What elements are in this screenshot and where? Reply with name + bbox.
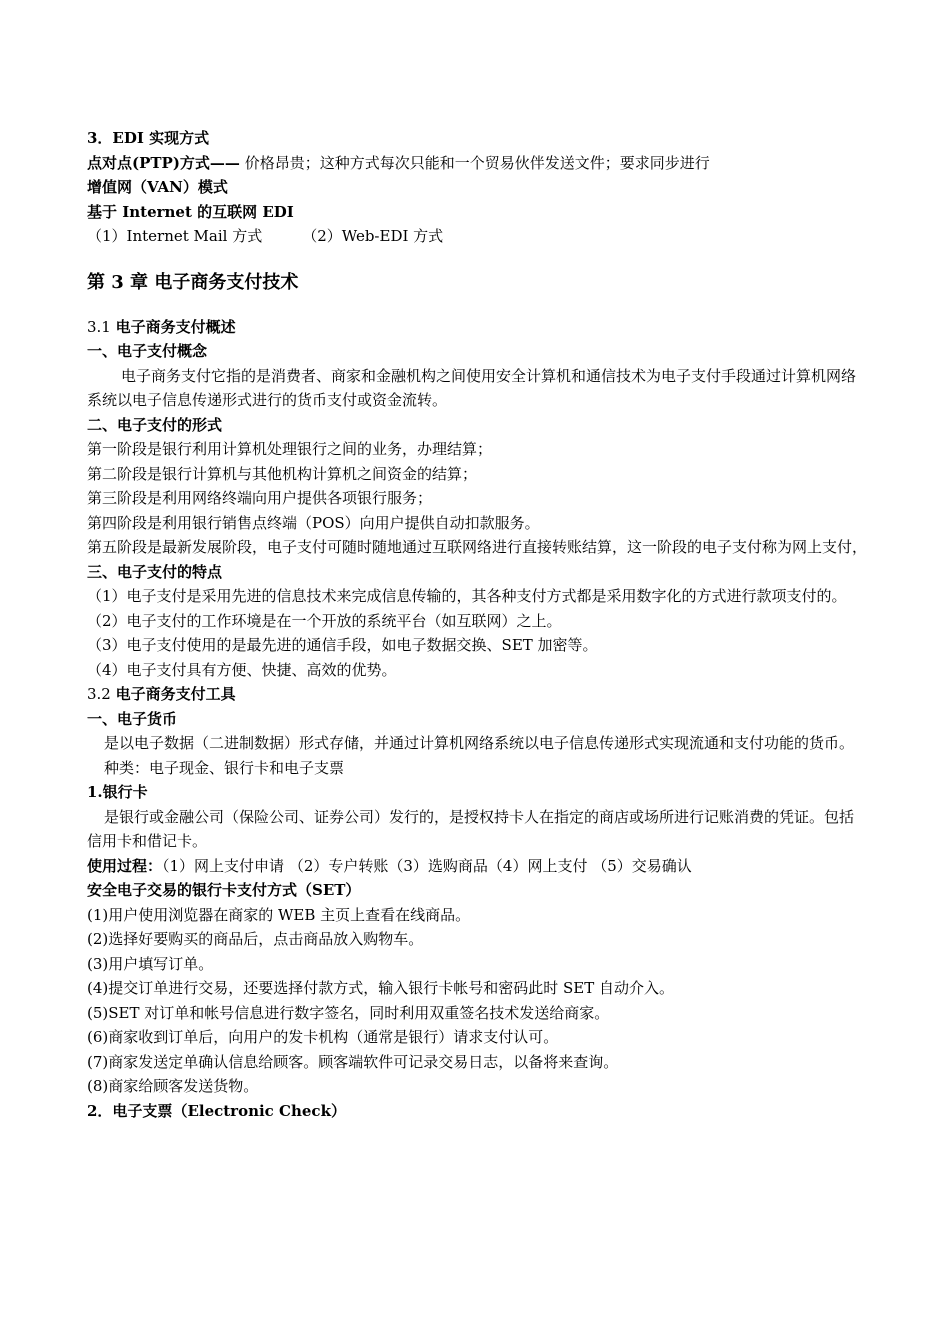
feature-item-1: （1）电子支付是采用先进的信息技术来完成信息传输的，其各种支付方式都是采用数字化的方式进行款项支付的。 bbox=[87, 587, 847, 605]
section-title: 电子商务支付工具 bbox=[115, 685, 236, 703]
section-number: 3.2 bbox=[87, 685, 116, 703]
form-stage-2: 第二阶段是银行计算机与其他机构计算机之间资金的结算； bbox=[87, 464, 478, 483]
usage-text: （1）网上支付申请 （2）专户转账（3）选购商品（4）网上支付 （5）交易确认 bbox=[162, 856, 692, 875]
edi-option-1: （1）Internet Mail 方式 bbox=[87, 227, 263, 245]
internet-edi-heading: 基于 Internet 的互联网 EDI bbox=[87, 202, 294, 221]
set-step-3: (3)用户填写订单。 bbox=[87, 954, 214, 973]
edi-options bbox=[87, 224, 867, 249]
section-3-2-heading bbox=[87, 682, 867, 707]
set-step-1: (1)用户使用浏览器在商家的 WEB 主页上查看在线商品。 bbox=[87, 905, 471, 924]
section-number: 3.1 bbox=[87, 317, 116, 336]
bank-card-paragraph: 是银行或金融公司（保险公司、证券公司）发行的，是授权持卡人在指定的商店或场所进行记账消费的凭证。包括信用卡和借记卡。 bbox=[87, 807, 855, 850]
bank-card-heading: 1.银行卡 bbox=[87, 783, 148, 801]
edi-option-2: （2）Web-EDI 方式 bbox=[302, 227, 444, 245]
set-step-7: (7)商家发送定单确认信息给顾客。顾客端软件可记录交易日志，以备将来查询。 bbox=[87, 1052, 619, 1071]
van-heading: 增值网（VAN）模式 bbox=[87, 178, 228, 196]
document-page bbox=[87, 126, 867, 1123]
set-step-6: (6)商家收到订单后，向用户的发卡机构（通常是银行）请求支付认可。 bbox=[87, 1028, 559, 1046]
feature-item-4: （4）电子支付具有方便、快捷、高效的优势。 bbox=[87, 660, 397, 679]
set-step-8: (8)商家给顾客发送货物。 bbox=[87, 1077, 259, 1095]
section-title: 电子商务支付概述 bbox=[115, 317, 236, 336]
edi-heading: 3．EDI 实现方式 bbox=[87, 129, 210, 147]
usage-line bbox=[87, 854, 867, 879]
form-stage-1: 第一阶段是银行利用计算机处理银行之间的业务，办理结算； bbox=[87, 440, 493, 458]
feature-item-3: （3）电子支付使用的是最先进的通信手段，如电子数据交换、SET 加密等。 bbox=[87, 636, 598, 654]
ptp-line bbox=[87, 151, 867, 176]
set-step-5: (5)SET 对订单和帐号信息进行数字签名，同时利用双重签名技术发送给商家。 bbox=[87, 1003, 610, 1022]
set-heading: 安全电子交易的银行卡支付方式（SET） bbox=[87, 881, 361, 899]
features-heading: 三、电子支付的特点 bbox=[87, 562, 223, 581]
ecash-paragraph: 是以电子数据（二进制数据）形式存储，并通过计算机网络系统以电子信息传递形式实现流通和支付功能的货币。 bbox=[104, 734, 855, 752]
e-check-heading: 2．电子支票（Electronic Check） bbox=[87, 1101, 346, 1120]
section-3-1-heading bbox=[87, 315, 867, 340]
set-step-2: (2)选择好要购买的商品后，点击商品放入购物车。 bbox=[87, 930, 424, 948]
forms-heading: 二、电子支付的形式 bbox=[87, 415, 223, 434]
ptp-label: 点对点(PTP)方式—— bbox=[87, 153, 240, 172]
ecash-heading: 一、电子货币 bbox=[87, 709, 178, 728]
set-step-4: (4)提交订单进行交易，还要选择付款方式，输入银行卡帐号和密码此时 SET 自动介入。 bbox=[87, 979, 675, 997]
ecash-kinds: 种类：电子现金、银行卡和电子支票 bbox=[104, 758, 345, 777]
usage-label: 使用过程： bbox=[87, 856, 163, 875]
form-stage-5: 第五阶段是最新发展阶段，电子支付可随时随地通过互联网络进行直接转账结算，这一阶段的电子支付称为网上支付， bbox=[87, 538, 868, 556]
feature-item-2: （2）电子支付的工作环境是在一个开放的系统平台（如互联网）之上。 bbox=[87, 611, 562, 630]
chapter-title: 第 3 章 电子商务支付技术 bbox=[87, 271, 299, 293]
form-stage-3: 第三阶段是利用网络终端向用户提供各项银行服务； bbox=[87, 489, 433, 507]
ptp-text: 价格昂贵；这种方式每次只能和一个贸易伙伴发送文件；要求同步进行 bbox=[239, 153, 710, 172]
concept-paragraph: 电子商务支付它指的是消费者、商家和金融机构之间使用安全计算机和通信技术为电子支付手段通过计算机网络系统以电子信息传递形式进行的货币支付或资金流转。 bbox=[87, 366, 857, 409]
concept-heading: 一、电子支付概念 bbox=[87, 342, 208, 360]
form-stage-4: 第四阶段是利用银行销售点终端（POS）向用户提供自动扣款服务。 bbox=[87, 513, 540, 532]
